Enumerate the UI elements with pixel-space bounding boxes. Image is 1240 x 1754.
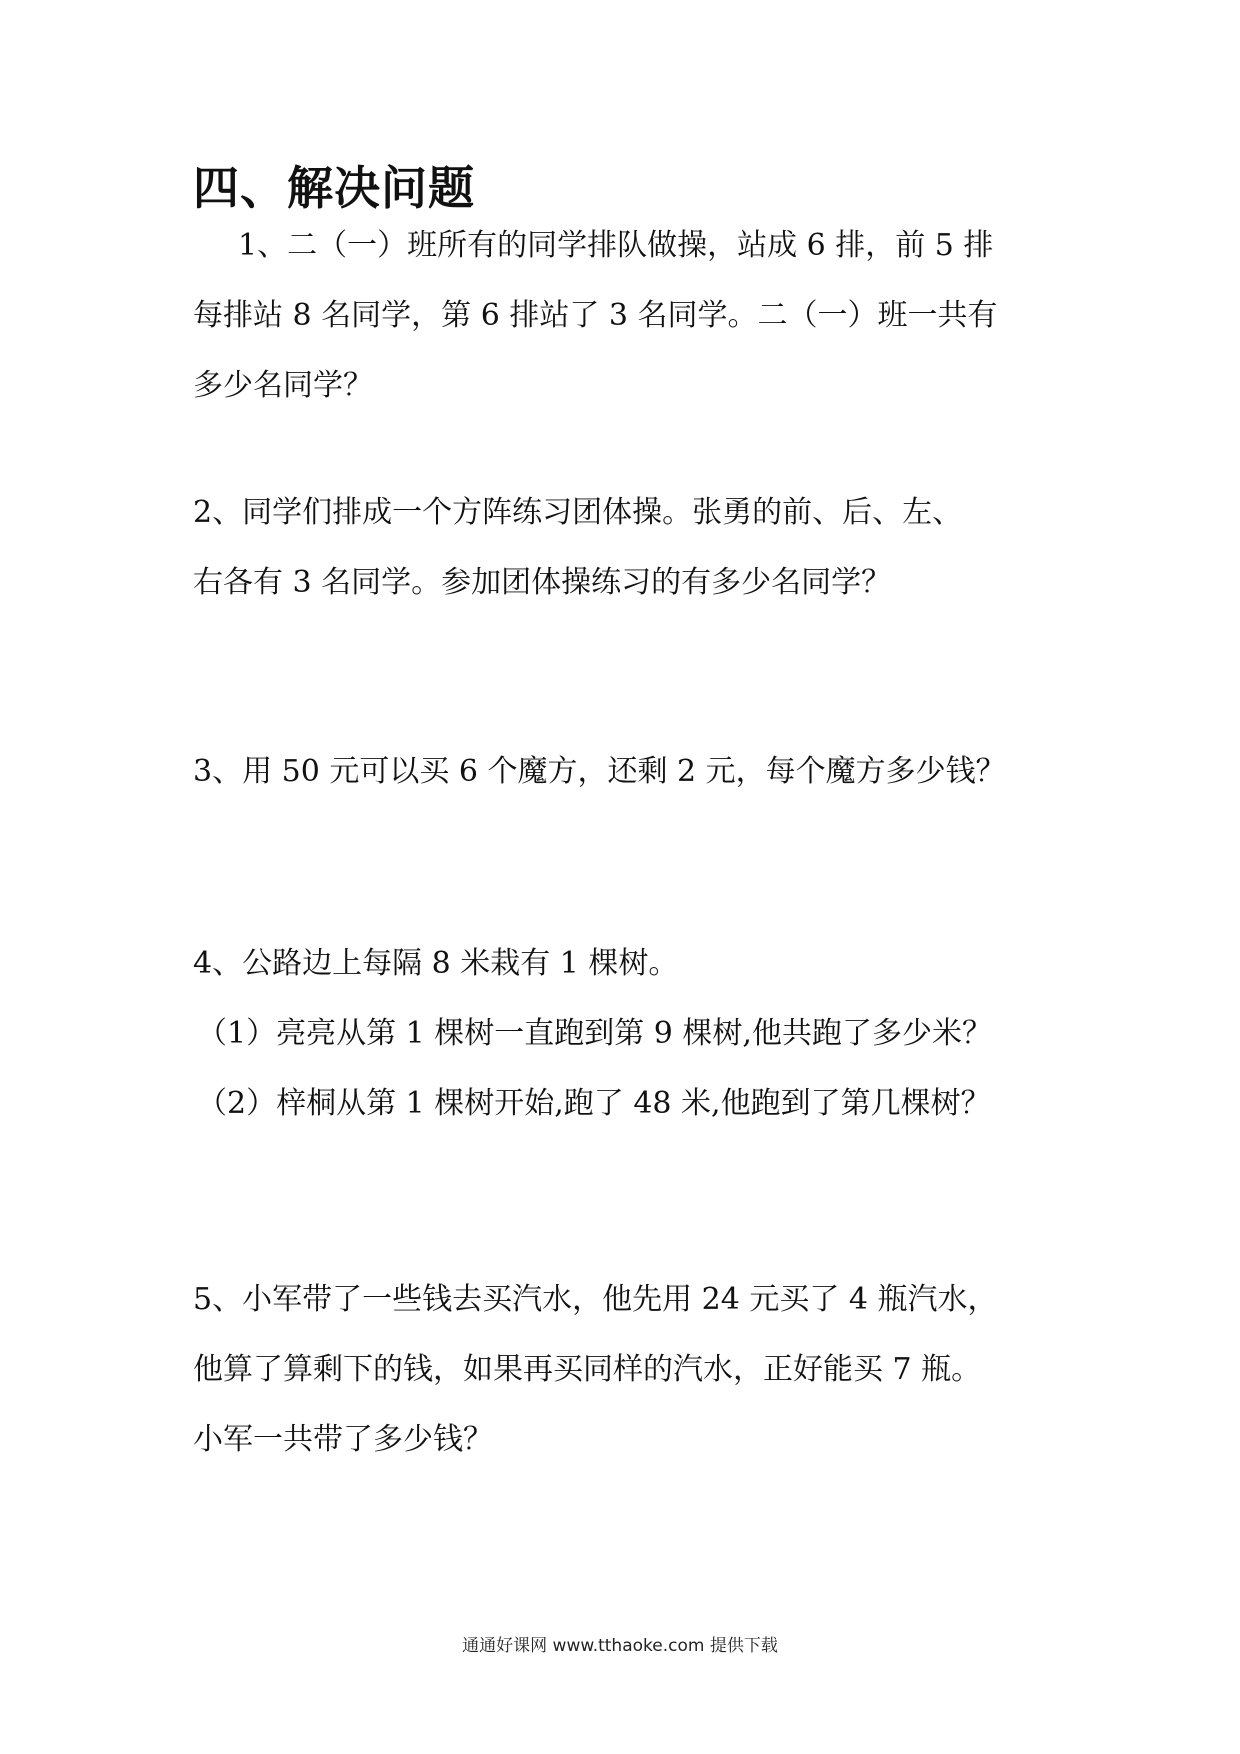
problem-1-line-3: 多少名同学？ bbox=[193, 368, 373, 403]
problem-4-subquestion-1: （1）亮亮从第 1 棵树一直跑到第 9 棵树,他共跑了多少米？ bbox=[197, 1016, 992, 1051]
section-title: 四、解决问题 bbox=[193, 161, 475, 215]
problem-4-subquestion-2: （2）梓桐从第 1 棵树开始,跑了 48 米,他跑到了第几棵树？ bbox=[197, 1086, 991, 1121]
problem-2-line-1: 2、同学们排成一个方阵练习团体操。张勇的前、后、左、 bbox=[193, 495, 963, 530]
problem-5 bbox=[193, 1265, 1073, 1475]
problem-4-line-1: 4、公路边上每隔 8 米栽有 1 棵树。 bbox=[193, 946, 679, 981]
problem-3 bbox=[193, 737, 1073, 807]
problem-3-line-1: 3、用 50 元可以买 6 个魔方，还剩 2 元，每个魔方多少钱？ bbox=[193, 754, 1006, 789]
problem-5-line-1: 5、小军带了一些钱去买汽水，他先用 24 元买了 4 瓶汽水， bbox=[193, 1282, 998, 1317]
footer-download-note: 通通好课网 www.tthaoke.com 提供下载 bbox=[462, 1636, 778, 1656]
problem-2-line-2: 右各有 3 名同学。参加团体操练习的有多少名同学？ bbox=[193, 565, 892, 600]
problem-4 bbox=[193, 929, 1073, 1139]
problem-1 bbox=[193, 211, 1073, 421]
problem-1-line-2: 每排站 8 名同学，第 6 排站了 3 名同学。二（一）班一共有 bbox=[193, 298, 998, 333]
problem-5-line-3: 小军一共带了多少钱？ bbox=[193, 1422, 493, 1457]
problem-2 bbox=[193, 478, 1073, 618]
problem-5-line-2: 他算了算剩下的钱，如果再买同样的汽水，正好能买 7 瓶。 bbox=[193, 1352, 982, 1387]
problem-1-line-1: 1、二（一）班所有的同学排队做操，站成 6 排，前 5 排 bbox=[238, 228, 994, 263]
